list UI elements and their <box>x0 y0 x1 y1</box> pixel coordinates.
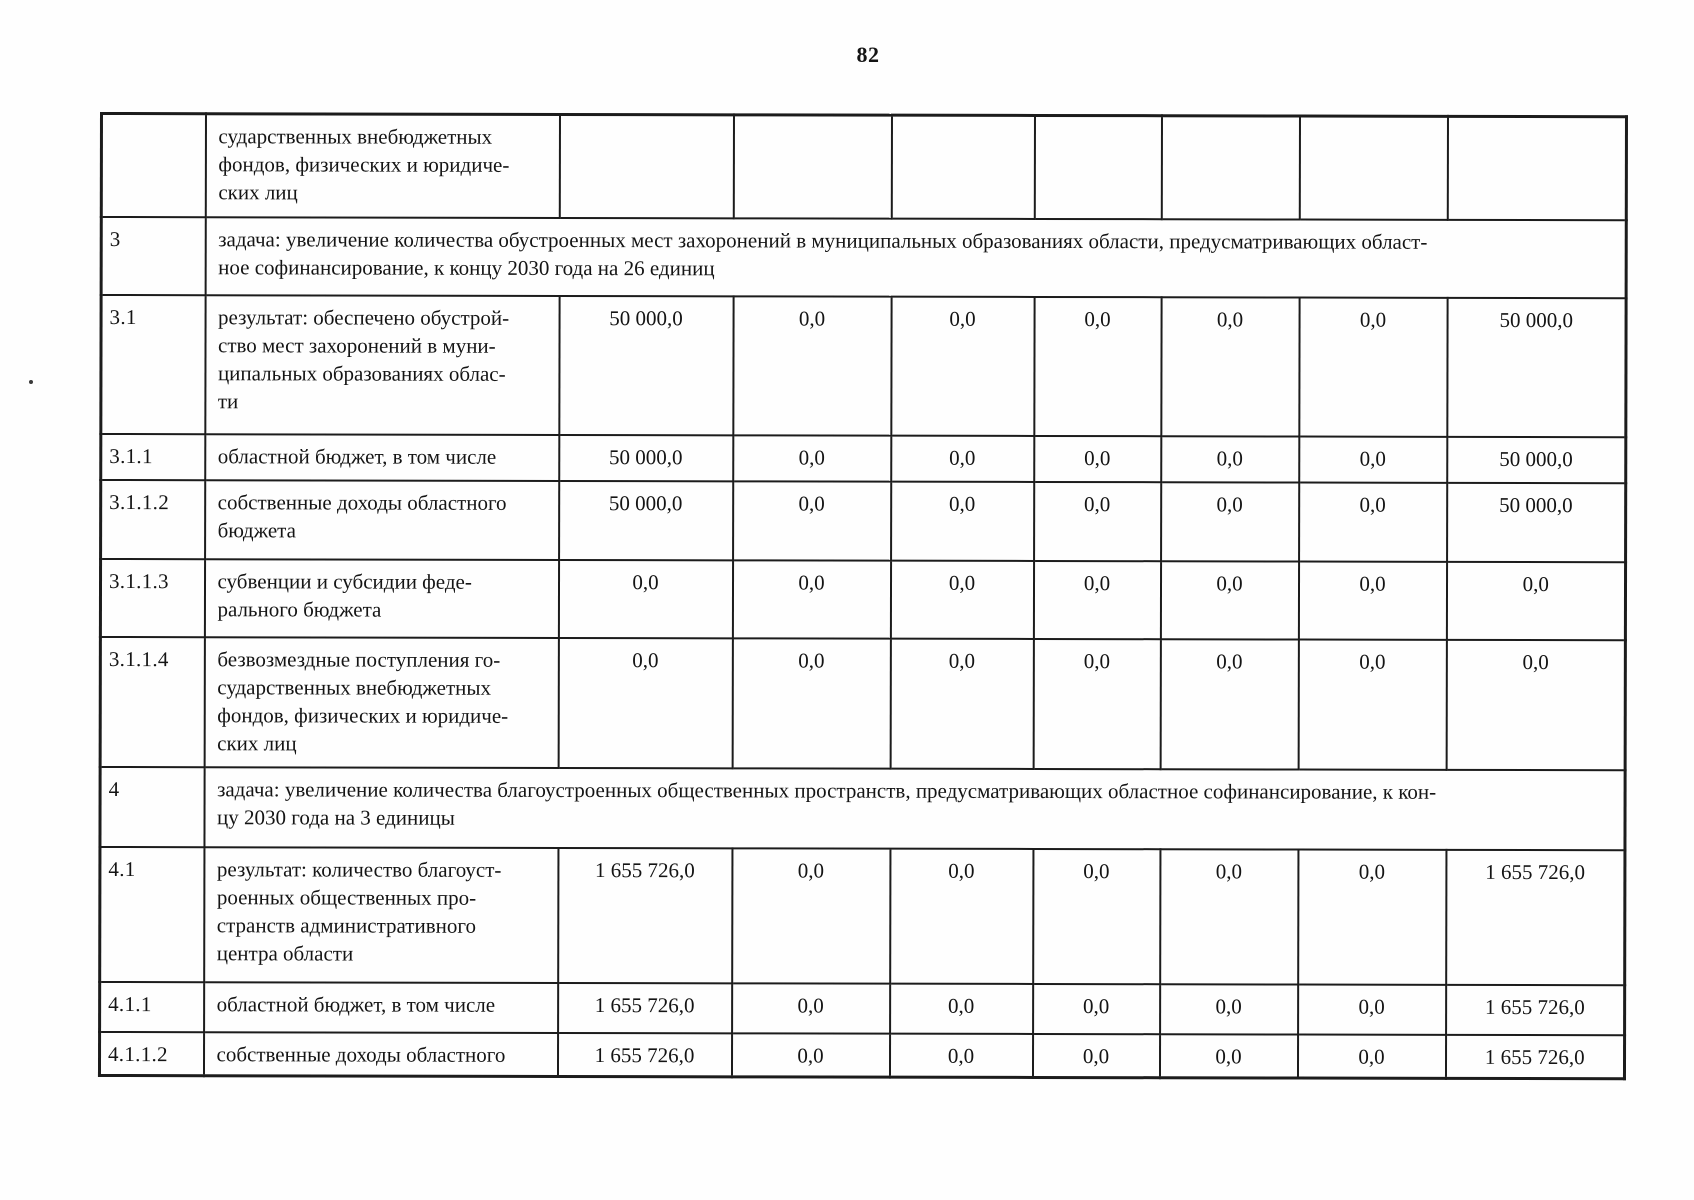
row-id: 3.1 <box>101 295 205 434</box>
value-cell: 1 655 726,0 <box>557 1032 731 1076</box>
value-cell: 0,0 <box>1034 296 1161 435</box>
row-id: 3.1.1.4 <box>100 637 204 767</box>
value-cell: 0,0 <box>891 435 1034 481</box>
value-cell <box>891 115 1034 218</box>
value-cell: 0,0 <box>1161 482 1299 561</box>
value-cell: 0,0 <box>1297 1034 1445 1078</box>
value-cell <box>1161 116 1299 219</box>
value-cell: 0,0 <box>1159 1034 1297 1078</box>
row-description: результат: количество благоуст- роенных общественных про- странств административного центра области <box>204 847 558 983</box>
value-cell: 0,0 <box>1160 984 1298 1034</box>
row-id: 4.1.1 <box>100 982 204 1032</box>
table-row-3-1 <box>101 295 1626 437</box>
value-cell: 0,0 <box>891 296 1034 435</box>
row-id: 4.1 <box>100 847 204 982</box>
value-cell: 1 655 726,0 <box>558 847 732 982</box>
row-id: 4.1.1.2 <box>99 1032 203 1076</box>
value-cell: 50 000,0 <box>559 434 733 480</box>
row-description: областной бюджет, в том числе <box>204 982 558 1033</box>
value-cell <box>1034 115 1161 218</box>
row-description: результат: обеспечено обустрой- ство мест захоронений в муни- ципальных образованиях облас- ти <box>205 295 559 435</box>
value-cell: 50 000,0 <box>559 295 733 434</box>
value-cell: 50 000,0 <box>1447 482 1626 561</box>
value-cell: 0,0 <box>891 481 1034 560</box>
value-cell <box>559 114 733 217</box>
value-cell: 0,0 <box>732 638 890 768</box>
value-cell <box>733 115 891 218</box>
value-cell: 0,0 <box>1446 639 1625 769</box>
value-cell: 0,0 <box>732 848 890 983</box>
value-cell: 1 655 726,0 <box>1446 984 1625 1034</box>
value-cell: 1 655 726,0 <box>558 982 732 1032</box>
row-id <box>101 114 205 217</box>
table-row-4-1-1 <box>100 982 1625 1035</box>
value-cell: 0,0 <box>890 560 1033 638</box>
budget-table <box>98 112 1628 1080</box>
value-cell: 0,0 <box>1160 639 1298 769</box>
row-id: 4 <box>100 767 204 847</box>
row-id: 3 <box>101 217 205 295</box>
value-cell: 0,0 <box>732 983 890 1033</box>
row-id: 3.1.1.2 <box>101 480 205 559</box>
value-cell: 0,0 <box>1299 436 1447 482</box>
value-cell: 0,0 <box>732 560 890 638</box>
value-cell: 0,0 <box>733 435 891 481</box>
table-row-3-1-1-3 <box>100 559 1625 640</box>
value-cell: 0,0 <box>1299 297 1447 436</box>
row-description: собственные доходы областного бюджета <box>205 480 559 560</box>
table-row-4-1-1-2 <box>99 1032 1624 1079</box>
table-row-continuation <box>101 114 1626 220</box>
value-cell <box>1447 116 1626 219</box>
page-number: 82 <box>856 42 880 67</box>
value-cell: 0,0 <box>558 637 732 767</box>
value-cell: 50 000,0 <box>1447 297 1626 436</box>
value-cell: 0,0 <box>1034 435 1161 481</box>
table-row-4-1 <box>100 847 1625 985</box>
value-cell: 0,0 <box>1298 984 1446 1034</box>
row-description: собственные доходы областного <box>203 1032 557 1076</box>
budget-table-container <box>98 112 1628 1080</box>
value-cell: 0,0 <box>733 296 891 435</box>
value-cell: 0,0 <box>1161 297 1299 436</box>
task-description: задача: увеличение количества благоустроенных общественных пространств, предусматривающих областное софинансирование, к кон- цу 2030 года на 3 единицы <box>204 767 1625 850</box>
value-cell <box>1299 116 1447 219</box>
value-cell: 1 655 726,0 <box>1446 849 1625 984</box>
row-id: 3.1.1.3 <box>100 559 204 637</box>
value-cell: 0,0 <box>1298 639 1446 769</box>
value-cell: 0,0 <box>890 848 1033 983</box>
value-cell: 0,0 <box>731 1033 889 1077</box>
value-cell: 50 000,0 <box>559 480 733 559</box>
table-row-3-1-1-4 <box>100 637 1625 770</box>
value-cell: 0,0 <box>1033 983 1160 1033</box>
task-description: задача: увеличение количества обустроенных мест захоронений в муниципальных образованиях области, предусматривающих област- ное софинансирование, к концу 2030 года на 26 единиц <box>205 217 1626 298</box>
row-id: 3.1.1 <box>101 434 205 480</box>
table-row-3-1-1 <box>101 434 1626 483</box>
value-cell: 0,0 <box>558 559 732 637</box>
value-cell: 0,0 <box>1160 849 1298 984</box>
value-cell: 0,0 <box>733 481 891 560</box>
value-cell: 0,0 <box>1033 638 1160 768</box>
value-cell: 0,0 <box>890 983 1033 1033</box>
value-cell: 0,0 <box>889 1033 1032 1077</box>
value-cell: 0,0 <box>890 638 1033 768</box>
row-description: субвенции и субсидии феде- рального бюджета <box>204 559 558 638</box>
table-row-task-4 <box>100 767 1625 850</box>
value-cell: 0,0 <box>1446 561 1625 639</box>
value-cell: 0,0 <box>1160 561 1298 639</box>
value-cell: 0,0 <box>1034 481 1161 560</box>
value-cell: 0,0 <box>1033 848 1160 983</box>
scan-speck <box>29 380 33 384</box>
value-cell: 0,0 <box>1033 560 1160 638</box>
value-cell: 0,0 <box>1161 436 1299 482</box>
value-cell: 1 655 726,0 <box>1445 1034 1624 1078</box>
row-description: областной бюджет, в том числе <box>205 434 559 481</box>
table-row-task-3 <box>101 217 1626 298</box>
value-cell: 50 000,0 <box>1447 436 1626 482</box>
value-cell: 0,0 <box>1298 561 1446 639</box>
row-description: сударственных внебюджетных фондов, физических и юридиче- ских лиц <box>205 114 559 218</box>
value-cell: 0,0 <box>1299 482 1447 561</box>
row-description: безвозмездные поступления го- сударственных внебюджетных фондов, физических и юридиче- ских лиц <box>204 637 558 768</box>
value-cell: 0,0 <box>1298 849 1446 984</box>
value-cell: 0,0 <box>1032 1033 1159 1077</box>
table-row-3-1-1-2 <box>101 480 1626 562</box>
